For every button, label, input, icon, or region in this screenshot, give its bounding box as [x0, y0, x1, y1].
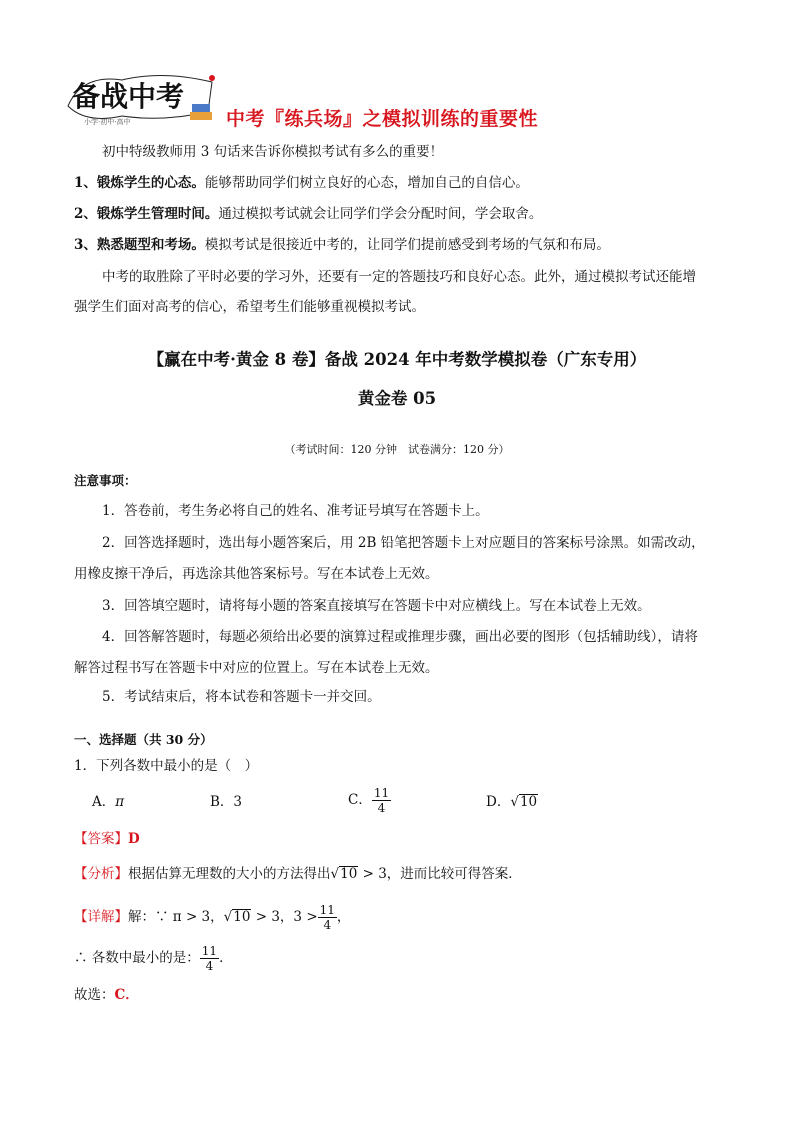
notice-3: 3．回答填空题时，请将每小题的答案直接填写在答题卡中对应横线上。写在本试卷上无效。 — [102, 598, 651, 614]
exam-title: 【赢在中考·黄金 8 卷】备战 2024 年中考数学模拟卷（广东专用） — [147, 350, 647, 369]
option-b — [210, 792, 242, 812]
analysis-tag: 【分析】 — [74, 866, 128, 882]
exam-meta: （考试时间：120 分钟 试卷满分：120 分） — [284, 443, 510, 456]
choice-line — [74, 985, 139, 1005]
detail-radicand: 10 — [233, 909, 251, 925]
detail-post: ， — [336, 909, 351, 925]
point-2-lead: 2、锻炼学生管理时间。 — [74, 206, 219, 222]
headline: 中考『练兵场』之模拟训练的重要性 — [226, 108, 539, 130]
option-c — [348, 786, 391, 815]
logo-text: 备战中考 — [72, 80, 185, 113]
analysis-mid: > 3 — [358, 866, 387, 882]
detail-pre: 解：∵ π > 3， — [128, 909, 224, 925]
conclusion-line — [74, 944, 233, 973]
answer-value: D — [128, 831, 140, 847]
point-3 — [74, 235, 610, 255]
option-c-numerator: 11 — [373, 786, 390, 800]
analysis-post: ，进而比较可得答案． — [386, 866, 522, 882]
option-b-label: B． — [210, 794, 234, 810]
notice-4-cont: 解答过程书写在答题卡中对应的位置上。写在本试卷上无效。 — [74, 660, 439, 676]
notice-2: 2．回答选择题时，选出每小题答案后，用 2B 铅笔把答题卡上对应题目的答案标号涂黑。如需改动， — [102, 535, 705, 551]
exam-subtitle: 黄金卷 05 — [357, 389, 437, 408]
analysis-radicand: 10 — [340, 866, 358, 882]
option-c-fraction — [372, 786, 391, 815]
conclusion-pre: ∴ 各数中最小的是： — [74, 950, 200, 966]
point-1-text: 能够帮助同学们树立良好的心态，增加自己的自信心。 — [204, 175, 529, 191]
intro-text: 初中特级教师用 3 句话来告诉你模拟考试有多么的重要！ — [102, 144, 444, 160]
detail-numerator: 11 — [319, 903, 335, 917]
option-c-denominator: 4 — [377, 801, 386, 815]
option-c-label: C． — [348, 792, 372, 808]
option-d-label: D． — [486, 794, 511, 810]
point-1 — [74, 173, 529, 193]
choice-pre: 故选： — [74, 987, 115, 1003]
detail-denominator: 4 — [323, 918, 332, 932]
notice-title: 注意事项： — [74, 473, 137, 488]
detail-tag: 【详解】 — [74, 909, 128, 925]
summary-line-2: 强学生们面对高考的信心，希望考生们能够重视模拟考试。 — [74, 299, 425, 315]
logo-image — [62, 66, 222, 130]
point-2-text: 通过模拟考试就会让同学们学会分配时间，学会取舍。 — [218, 206, 543, 222]
option-a-label: A． — [92, 794, 116, 810]
analysis-pre: 根据估算无理数的大小的方法得出 — [128, 866, 331, 882]
point-1-lead: 1、锻炼学生的心态。 — [74, 175, 205, 191]
section-title: 一、选择题（共 30 分） — [74, 732, 213, 747]
conclusion-post: ． — [219, 950, 233, 966]
logo-subtext: 小学·初中·高中 — [84, 118, 131, 126]
conclusion-denominator: 4 — [205, 959, 214, 973]
choice-value: C． — [114, 987, 139, 1003]
analysis-line: 【分析】根据估算无理数的大小的方法得出√10 > 3，进而比较可得答案． — [74, 866, 522, 882]
conclusion-fraction — [200, 944, 219, 973]
notice-1: 1．答卷前，考生务必将自己的姓名、准考证号填写在答题卡上。 — [102, 503, 489, 519]
notice-4: 4．回答解答题时，每题必须给出必要的演算过程或推理步骤，画出必要的图形（包括辅助线），请将 — [102, 629, 698, 645]
point-3-text: 模拟考试是很接近中考的，让同学们提前感受到考场的气氛和布局。 — [204, 237, 610, 253]
detail-mid: > 3，3 > — [251, 909, 318, 925]
point-3-lead: 3、熟悉题型和考场。 — [74, 237, 205, 253]
answer-tag: 【答案】 — [74, 831, 128, 847]
option-d: D．√10 — [486, 794, 538, 810]
detail-fraction — [318, 903, 337, 932]
option-a-value: π — [115, 794, 125, 810]
detail-line: 【详解】解：∵ π > 3，√10 > 3，3 > $\frac{11}{4}$ ， — [74, 903, 351, 932]
option-a — [92, 792, 124, 812]
question-stem: 1．下列各数中最小的是（ ） — [74, 758, 259, 774]
point-2 — [74, 204, 542, 224]
summary-line-1: 中考的取胜除了平时必要的学习外，还要有一定的答题技巧和良好心态。此外，通过模拟考试还能增 — [102, 269, 696, 285]
option-d-radicand: 10 — [519, 794, 538, 810]
notice-2-cont: 用橡皮擦干净后，再选涂其他答案标号。写在本试卷上无效。 — [74, 566, 439, 582]
option-b-value: 3 — [233, 794, 243, 810]
conclusion-numerator: 11 — [201, 944, 218, 958]
answer-line — [74, 829, 140, 849]
notice-5: 5．考试结束后，将本试卷和答题卡一并交回。 — [102, 689, 381, 705]
